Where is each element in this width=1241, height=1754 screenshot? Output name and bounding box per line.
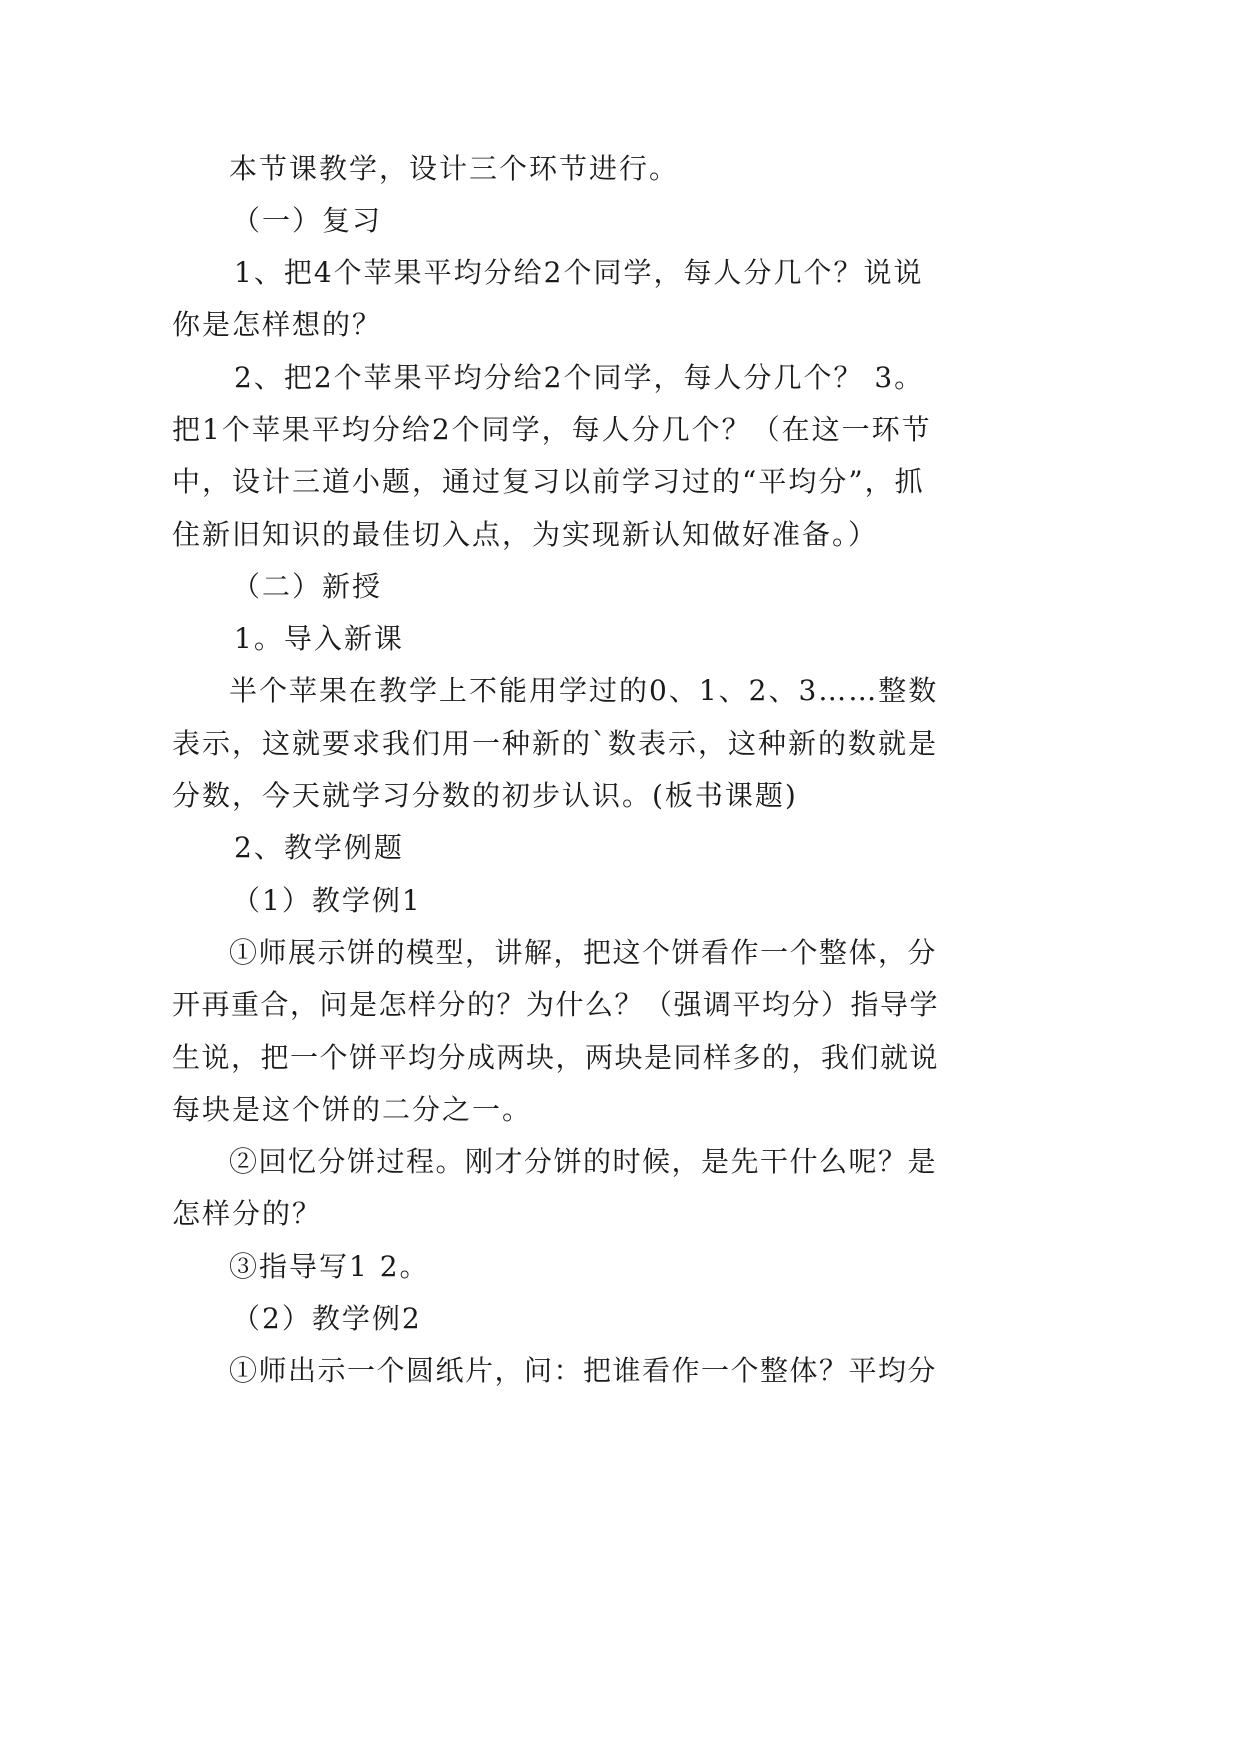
- paragraph-line-12: 表示，这就要求我们用一种新的`数表示，这种新的数就是: [172, 727, 939, 760]
- subheading-examples: 2、教学例题: [234, 831, 404, 864]
- paragraph-line-13: 分数，今天就学习分数的初步认识。(板书课题): [172, 779, 798, 812]
- paragraph-line-19: 每块是这个饼的二分之一。: [172, 1093, 533, 1126]
- paragraph-line-5: 2、把2个苹果平均分给2个同学，每人分几个？ 3。: [234, 361, 925, 394]
- paragraph-line-20: ②回忆分饼过程。刚才分饼的时候，是先干什么呢？是: [229, 1145, 938, 1178]
- section-heading-new-lesson: （二）新授: [232, 570, 383, 603]
- subheading-example-1: （1）教学例1: [232, 884, 422, 917]
- paragraph-line-4: 你是怎样想的？: [172, 308, 383, 341]
- subheading-introduce: 1。导入新课: [234, 622, 404, 655]
- paragraph-line-24: ①师出示一个圆纸片，问：把谁看作一个整体？平均分: [229, 1354, 938, 1387]
- paragraph-line-7: 中，设计三道小题，通过复习以前学习过的“平均分”，抓: [172, 465, 925, 498]
- paragraph-line-18: 生说，把一个饼平均分成两块，两块是同样多的，我们就说: [172, 1041, 940, 1074]
- section-heading-review: （一）复习: [232, 204, 383, 237]
- paragraph-line-22: ③指导写1 2。: [229, 1250, 430, 1283]
- paragraph-line-1: 本节课教学，设计三个环节进行。: [229, 152, 680, 185]
- paragraph-line-3: 1、把4个苹果平均分给2个同学，每人分几个？说说: [234, 256, 924, 289]
- paragraph-line-17: 开再重合，问是怎样分的？为什么？（强调平均分）指导学: [172, 988, 940, 1021]
- paragraph-line-6: 把1个苹果平均分给2个同学，每人分几个？（在这一环节: [172, 413, 932, 446]
- paragraph-line-16: ①师展示饼的模型，讲解，把这个饼看作一个整体，分: [229, 936, 938, 969]
- paragraph-line-8: 住新旧知识的最佳切入点，为实现新认知做好准备。）: [172, 518, 879, 551]
- paragraph-line-11: 半个苹果在教学上不能用学过的0、1、2、3……整数: [229, 674, 939, 707]
- subheading-example-2: （2）教学例2: [232, 1302, 422, 1335]
- paragraph-line-21: 怎样分的？: [172, 1197, 323, 1230]
